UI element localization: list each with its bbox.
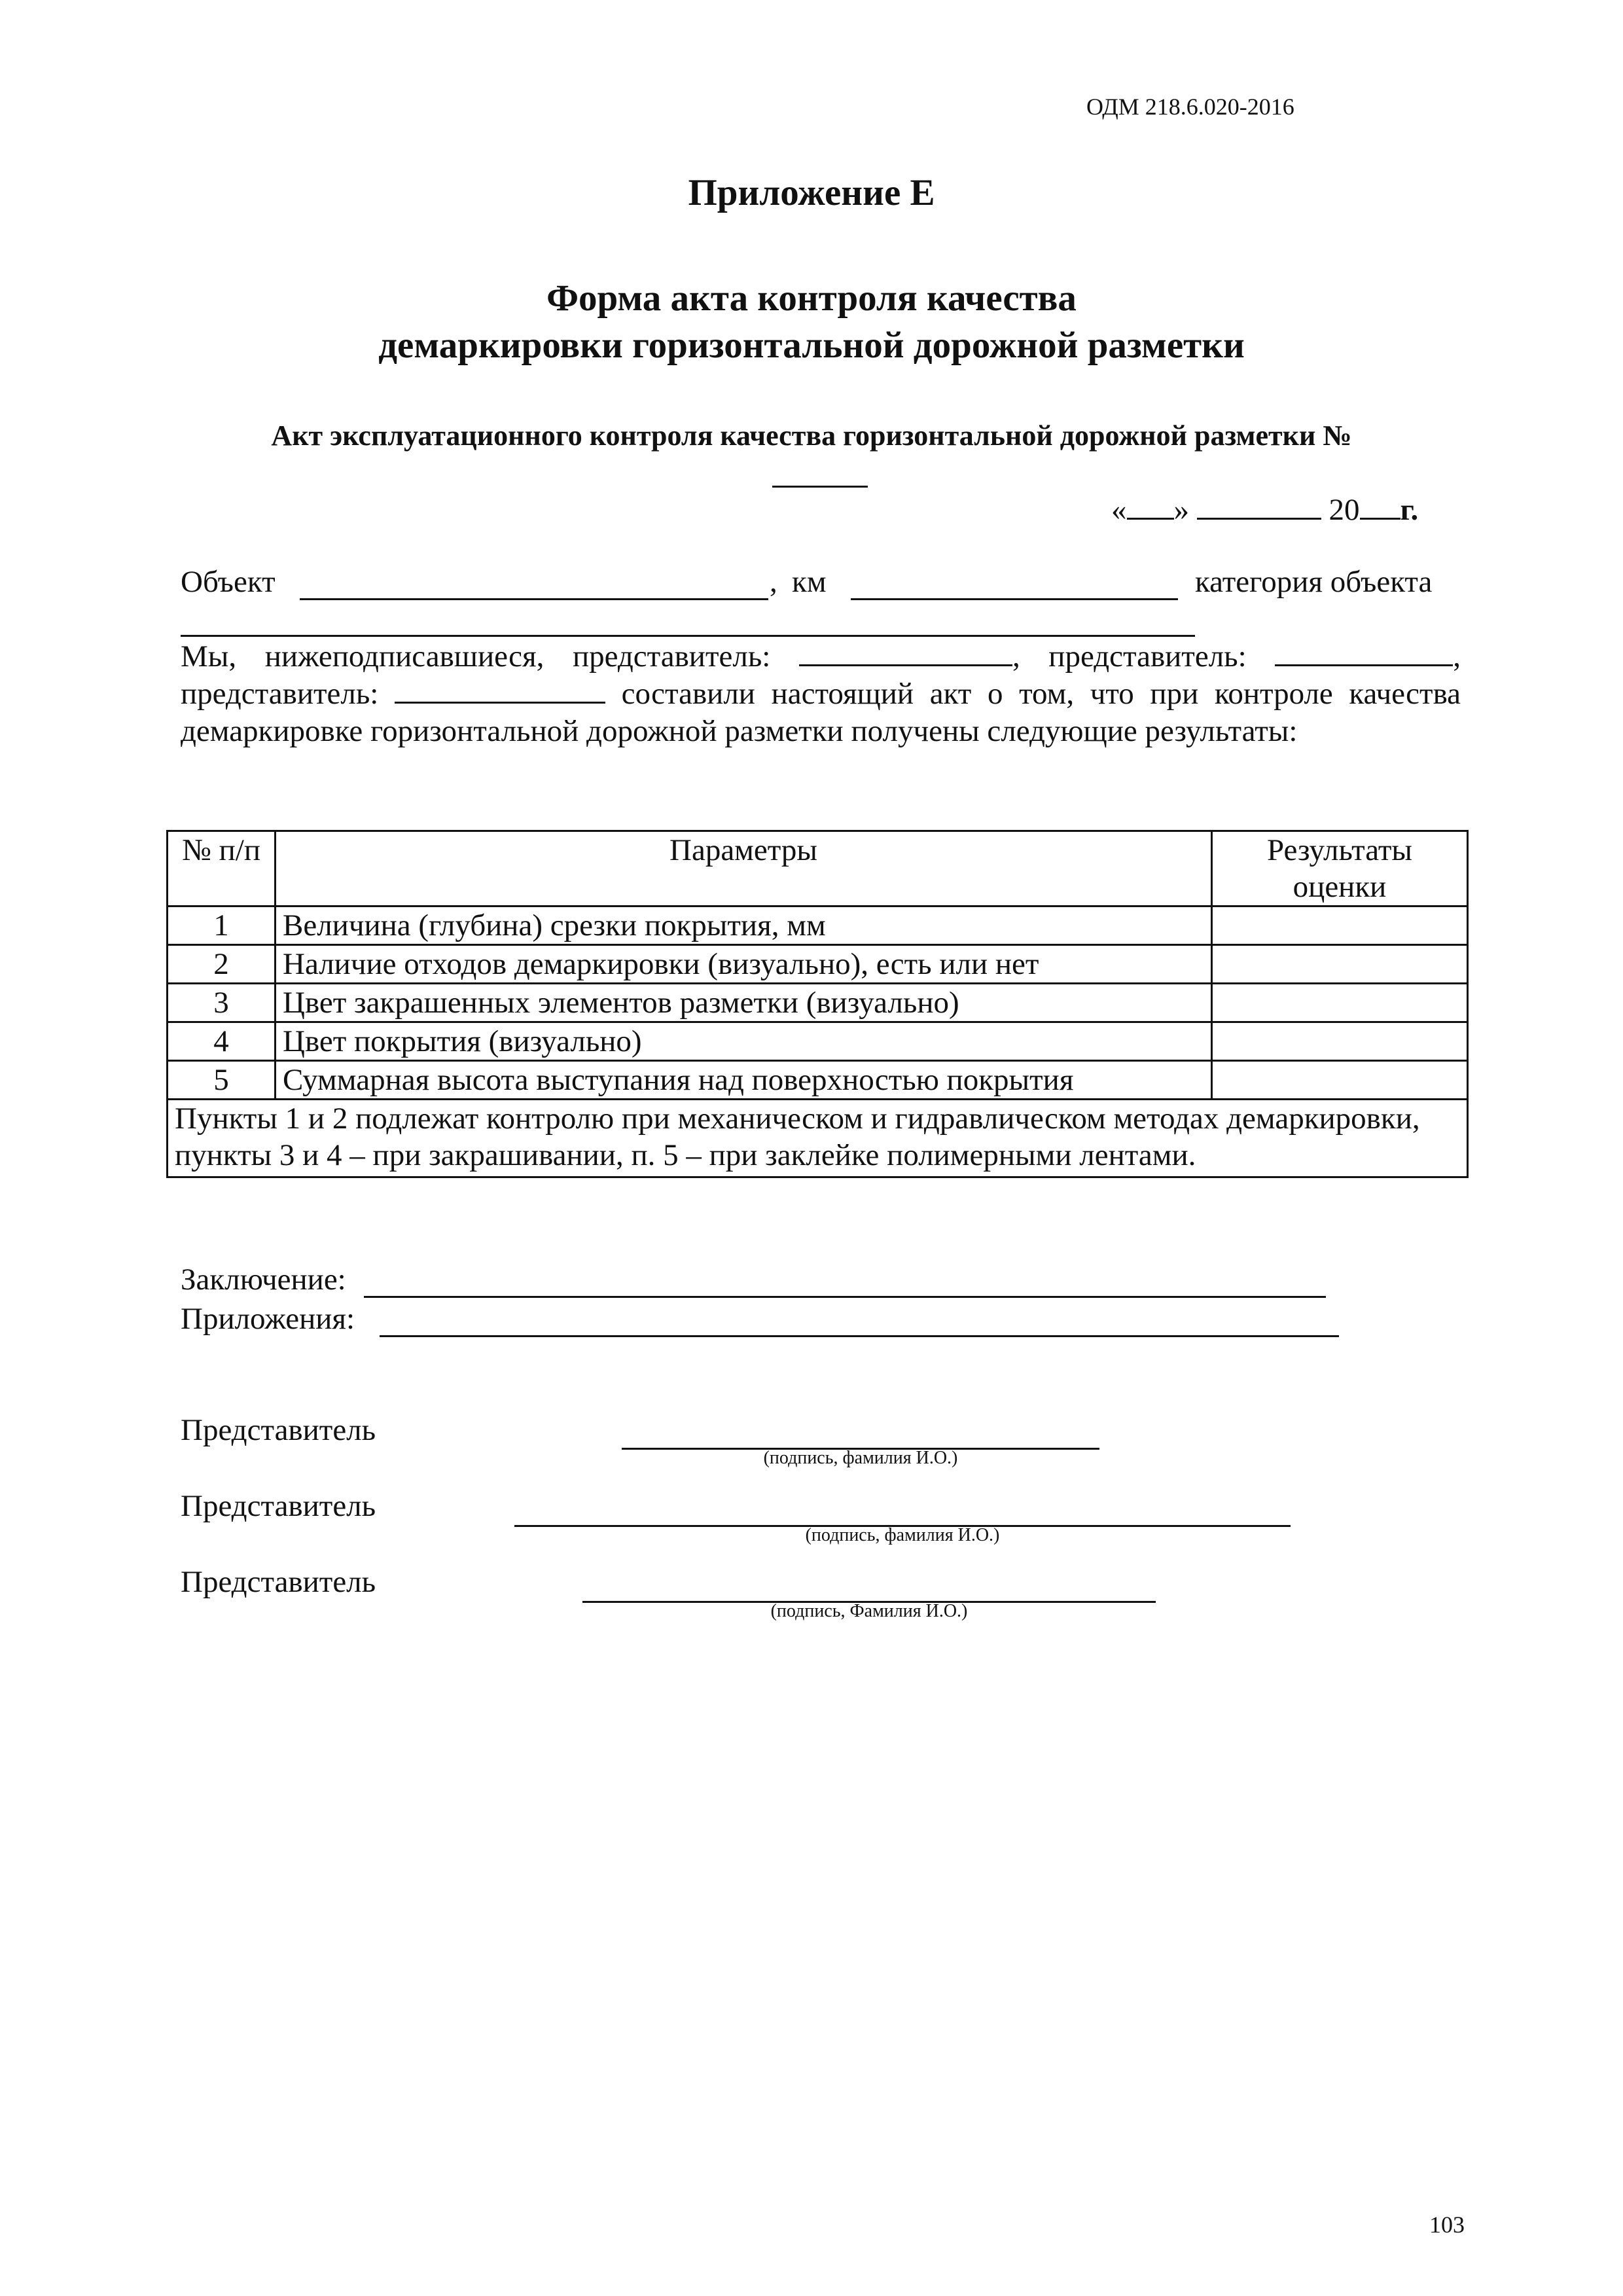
date-month-blank[interactable] — [1197, 493, 1321, 520]
object-label: Объект — [181, 565, 276, 599]
date-year-blank[interactable] — [1360, 493, 1400, 520]
form-title-line-2: демаркировки горизонтальной дорожной разметки — [378, 325, 1245, 366]
row-result[interactable] — [1212, 984, 1468, 1022]
row-num: 1 — [168, 906, 276, 945]
conclusion-blank[interactable] — [364, 1270, 1326, 1298]
row-result[interactable] — [1212, 1061, 1468, 1100]
km-blank[interactable] — [851, 572, 1178, 600]
signature-caption: (подпись, фамилия И.О.) — [763, 1448, 958, 1468]
table-note: Пункты 1 и 2 подлежат контролю при механическом и гидравлическом методах демаркировки, пункты 3 и 4 – при закрашивании, п. 5 – при заклейке полимерными лентами. — [168, 1100, 1468, 1177]
object-comma: , — [770, 565, 777, 599]
table-row — [168, 1022, 1468, 1061]
table-header-row — [168, 831, 1468, 906]
category-blank[interactable] — [181, 609, 1195, 637]
table-note-row — [168, 1100, 1468, 1177]
category-label: категория объекта — [1195, 565, 1433, 599]
signature-caption: (подпись, фамилия И.О.) — [805, 1525, 1000, 1545]
row-num: 3 — [168, 984, 276, 1022]
form-title-line-1: Форма акта контроля качества — [546, 278, 1077, 319]
table-row — [168, 906, 1468, 945]
row-param: Наличие отходов демаркировки (визуально), есть или нет — [276, 945, 1212, 984]
act-title: Акт эксплуатационного контроля качества горизонтальной дорожной разметки № — [271, 420, 1352, 452]
signature-label: Представитель — [181, 1413, 376, 1447]
row-result[interactable] — [1212, 1022, 1468, 1061]
row-result[interactable] — [1212, 906, 1468, 945]
object-blank[interactable] — [300, 572, 768, 600]
signature-caption: (подпись, Фамилия И.О.) — [770, 1601, 968, 1621]
form-title — [0, 275, 1623, 369]
row-param: Цвет закрашенных элементов разметки (визуально) — [276, 984, 1212, 1022]
signature-label: Представитель — [181, 1565, 376, 1599]
date-open-quote: « — [1111, 493, 1127, 527]
date-close-quote: » — [1173, 493, 1189, 527]
para-part-3: , — [1453, 639, 1461, 673]
date-year-prefix: 20 — [1329, 493, 1360, 527]
signature-blank[interactable] — [514, 1499, 1291, 1527]
attachments-label: Приложения: — [181, 1302, 355, 1336]
header-results: Результаты оценки — [1212, 831, 1468, 906]
appendix-title: Приложение Е — [688, 172, 935, 213]
date-line — [1111, 492, 1418, 528]
page-number: 103 — [1429, 2212, 1465, 2238]
header-num: № п/п — [168, 831, 276, 906]
table-row — [168, 984, 1468, 1022]
table-row — [168, 945, 1468, 984]
para-part-4: представитель: — [181, 677, 379, 711]
para-part-5: составили настоящий акт о том, что при контроле качества демаркировке горизонтальной дорожной разметки получены следующие результаты: — [181, 677, 1461, 748]
para-part-1: Мы, нижеподписавшиеся, представитель: — [181, 639, 771, 673]
row-num: 2 — [168, 945, 276, 984]
row-num: 5 — [168, 1061, 276, 1100]
km-label: км — [792, 565, 827, 599]
conclusion-label: Заключение: — [181, 1263, 346, 1297]
representative-2-blank[interactable] — [1275, 638, 1453, 666]
para-part-2: , представитель: — [1012, 639, 1247, 673]
act-number-blank[interactable] — [772, 486, 868, 488]
document-code: ОДМ 218.6.020-2016 — [1086, 94, 1294, 120]
intro-paragraph — [181, 638, 1461, 750]
table-row — [168, 1061, 1468, 1100]
signature-label: Представитель — [181, 1489, 376, 1523]
signature-blank[interactable] — [582, 1575, 1156, 1603]
signature-blank[interactable] — [622, 1422, 1099, 1450]
row-param: Величина (глубина) срезки покрытия, мм — [276, 906, 1212, 945]
row-num: 4 — [168, 1022, 276, 1061]
row-result[interactable] — [1212, 945, 1468, 984]
representative-1-blank[interactable] — [799, 638, 1012, 666]
parameters-table — [166, 830, 1469, 1178]
header-params: Параметры — [276, 831, 1212, 906]
row-param: Цвет покрытия (визуально) — [276, 1022, 1212, 1061]
row-param: Суммарная высота выступания над поверхностью покрытия — [276, 1061, 1212, 1100]
date-day-blank[interactable] — [1127, 493, 1174, 520]
date-year-suffix: г. — [1400, 493, 1419, 527]
attachments-blank[interactable] — [380, 1309, 1339, 1337]
representative-3-blank[interactable] — [395, 675, 605, 704]
